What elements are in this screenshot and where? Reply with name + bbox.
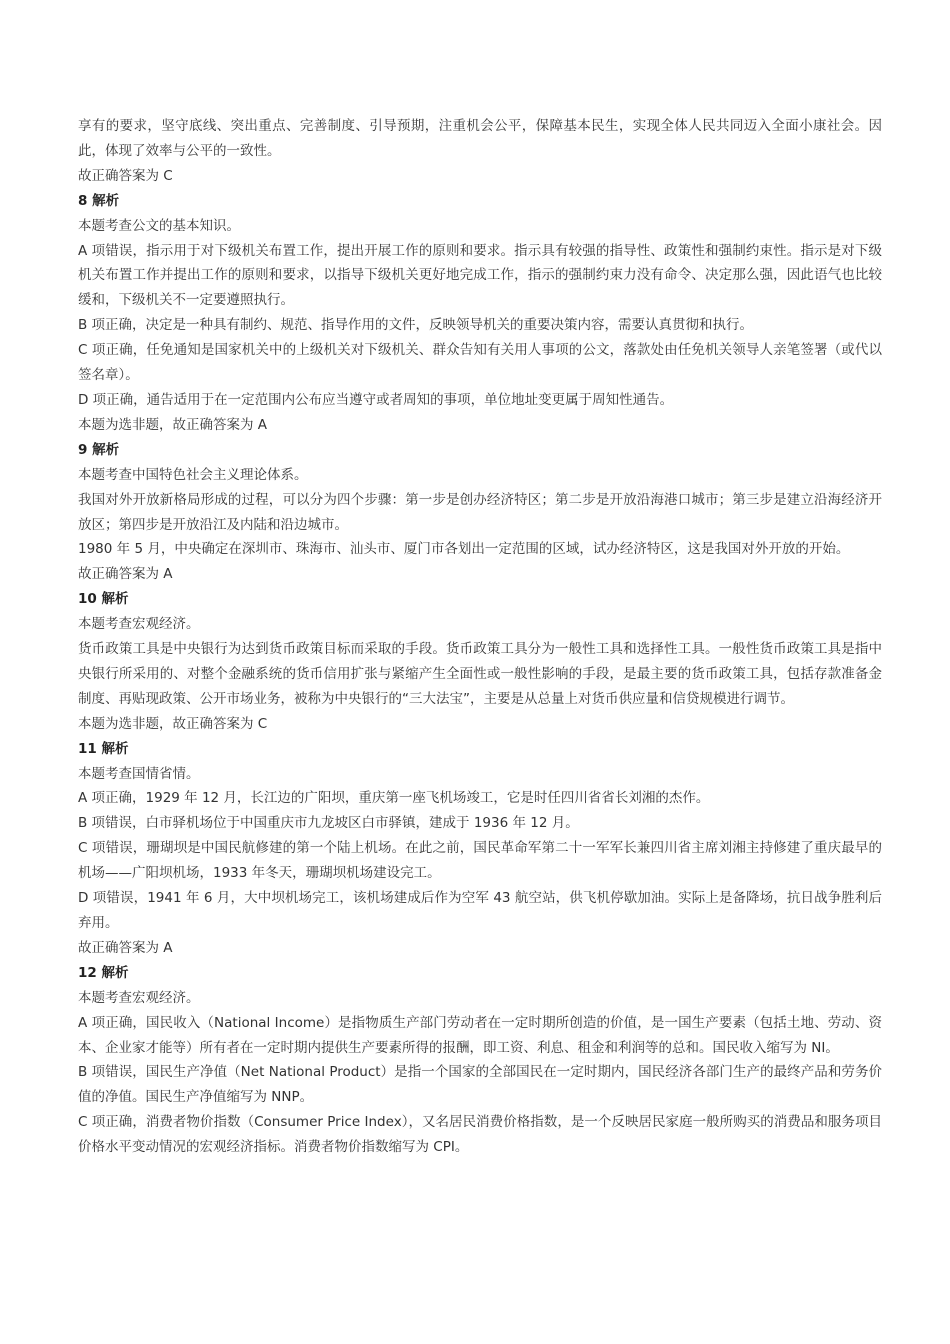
option-c-paragraph: C 项错误，珊瑚坝是中国民航修建的第一个陆上机场。在此之前，国民革命军第二十一军军长兼四川省主席刘湘主持修建了重庆最早的机场——广阳坝机场，1933 年冬天，珊瑚坝机场建设完工。 — [78, 840, 882, 882]
section-heading-9: 9 解析 — [78, 441, 120, 458]
option-c-paragraph: C 项正确，消费者物价指数（Consumer Price Index），又名居民消费价格指数，是一个反映居民家庭一般所购买的消费品和服务项目价格水平变动情况的宏观经济指标。消费者物价指数缩写为 CPI。 — [78, 1114, 882, 1156]
option-a-paragraph: A 项错误，指示用于对下级机关布置工作，提出开展工作的原则和要求。指示具有较强的指导性、政策性和强制约束性。指示是对下级机关布置工作并提出工作的原则和要求，以指导下级机关更好地完成工作，指示的强制约束力没有命令、决定那么强，因此语气也比较缓和，下级机关不一定要遵照执行。 — [78, 242, 882, 309]
section-heading-8: 8 解析 — [78, 192, 120, 209]
option-c-paragraph: C 项正确，任免通知是国家机关中的上级机关对下级机关、群众告知有关用人事项的公文，落款处由任免机关领导人亲笔签署（或代以签名章）。 — [78, 342, 882, 384]
section-heading-11: 11 解析 — [78, 740, 129, 757]
option-b-paragraph: B 项错误，国民生产净值（Net National Product）是指一个国家的全部国民在一定时期内，国民经济各部门生产的最终产品和劳务价值的净值。国民生产净值缩写为 NNP。 — [78, 1064, 882, 1106]
paragraph: 享有的要求，坚守底线、突出重点、完善制度、引导预期，注重机会公平，保障基本民生，实现全体人民共同迈入全面小康社会。因此，体现了效率与公平的一致性。 — [78, 118, 882, 159]
option-a-paragraph: A 项正确，1929 年 12 月，长江边的广阳坝，重庆第一座飞机场竣工，它是时任四川省省长刘湘的杰作。 — [78, 790, 710, 807]
paragraph: 1980 年 5 月，中央确定在深圳市、珠海市、汕头市、厦门市各划出一定范围的区域，试办经济特区，这是我国对外开放的开始。 — [78, 541, 850, 558]
answer-line: 本题为选非题，故正确答案为 C — [78, 715, 268, 732]
document-page — [78, 114, 882, 1160]
paragraph: 本题考查中国特色社会主义理论体系。 — [78, 466, 308, 483]
answer-line: 故正确答案为 A — [78, 939, 173, 956]
paragraph: 货币政策工具是中央银行为达到货币政策目标而采取的手段。货币政策工具分为一般性工具和选择性工具。一般性货币政策工具是指中央银行所采用的、对整个金融系统的货币信用扩张与紧缩产生全面性或一般性影响的手段，是最主要的货币政策工具，包括存款准备金制度、再贴现政策、公开市场业务，被称为中央银行的“三大法宝”，主要是从总量上对货币供应量和信贷规模进行调节。 — [78, 641, 882, 707]
paragraph: 我国对外开放新格局形成的过程，可以分为四个步骤：第一步是创办经济特区；第二步是开放沿海港口城市；第三步是建立沿海经济开放区；第四步是开放沿江及内陆和沿边城市。 — [78, 491, 882, 533]
paragraph: 本题考查公文的基本知识。 — [78, 217, 240, 234]
paragraph: 本题考查宏观经济。 — [78, 616, 200, 633]
option-b-paragraph: B 项错误，白市驿机场位于中国重庆市九龙坡区白市驿镇，建成于 1936 年 12 月。 — [78, 815, 579, 832]
section-heading-10: 10 解析 — [78, 591, 129, 608]
section-heading-12: 12 解析 — [78, 964, 129, 981]
answer-line: 故正确答案为 A — [78, 566, 173, 583]
paragraph: 本题考查国情省情。 — [78, 765, 200, 782]
option-d-paragraph: D 项正确，通告适用于在一定范围内公布应当遵守或者周知的事项，单位地址变更属于周知性通告。 — [78, 391, 674, 408]
option-a-paragraph: A 项正确，国民收入（National Income）是指物质生产部门劳动者在一定时期所创造的价值，是一国生产要素（包括土地、劳动、资本、企业家才能等）所有者在一定时期内提供生产要素所得的报酬，即工资、利息、租金和利润等的总和。国民收入缩写为 NI。 — [78, 1014, 882, 1056]
answer-line: 故正确答案为 C — [78, 167, 173, 184]
answer-line: 本题为选非题，故正确答案为 A — [78, 416, 268, 433]
option-d-paragraph: D 项错误，1941 年 6 月，大中坝机场完工，该机场建成后作为空军 43 航空站，供飞机停歇加油。实际上是备降场，抗日战争胜利后弃用。 — [78, 890, 882, 931]
paragraph: 本题考查宏观经济。 — [78, 989, 200, 1006]
option-b-paragraph: B 项正确，决定是一种具有制约、规范、指导作用的文件，反映领导机关的重要决策内容，需要认真贯彻和执行。 — [78, 317, 754, 334]
